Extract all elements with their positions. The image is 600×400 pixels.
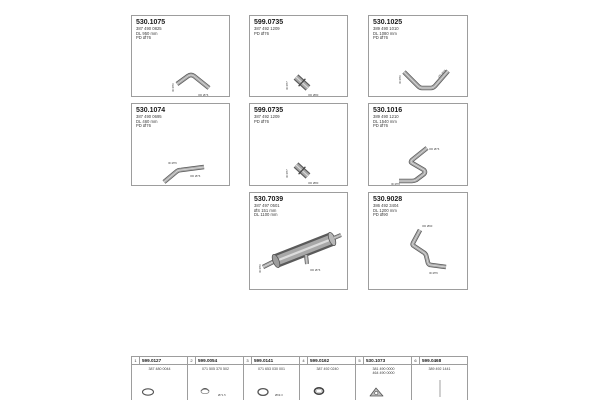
length-spec: DL 950 mm	[136, 30, 158, 36]
diameter-label: OD Ø76	[190, 174, 201, 178]
cell-header	[244, 357, 299, 365]
oem-number: 464 490 0000	[372, 371, 395, 376]
part-card	[249, 103, 348, 186]
part-info	[136, 19, 165, 41]
cell-header	[300, 357, 355, 365]
pipe-diameter-spec: PD Ø76	[254, 30, 269, 36]
part-number: 530.1073	[366, 358, 386, 363]
oem-number: 071 505 370 502	[202, 367, 229, 371]
part-card	[368, 192, 468, 290]
diameter-label: ID Ø76	[391, 182, 400, 186]
item-index: 4	[300, 357, 308, 364]
part-info	[373, 19, 402, 41]
length-spec: DL 1540 mm	[373, 118, 397, 124]
diameter-label: ID Ø76	[171, 83, 175, 92]
length-spec: DL 1100 mm	[254, 212, 278, 218]
pipe-body	[399, 148, 427, 181]
part-number: 599.0054	[198, 358, 218, 363]
oem-number: 387 492 0240	[316, 367, 339, 371]
part-info	[254, 196, 283, 218]
diameter-label: ID Ø76	[398, 75, 402, 84]
diameter-label: ID Ø76	[168, 161, 177, 165]
part-card	[249, 15, 348, 97]
part-number: 599.0468	[422, 358, 442, 363]
diameter-label: Ø69.3	[275, 393, 283, 397]
part-number: 530.1074	[136, 107, 166, 114]
part-card	[368, 15, 468, 97]
item-index: 1	[132, 357, 140, 364]
part-card	[368, 103, 468, 186]
cell-header	[132, 357, 187, 365]
diameter-label: OD Ø76	[436, 68, 447, 79]
flange-hole	[375, 391, 378, 394]
exhaust-pipe	[413, 230, 446, 267]
exhaust-pipe	[177, 75, 209, 88]
cell-header	[356, 357, 411, 365]
length-spec: DL 1080 mm	[373, 30, 397, 36]
diameter-label: OD Ø80	[308, 181, 319, 185]
exhaust-pipe	[399, 148, 427, 181]
oem-number: 387 497 0501	[254, 203, 280, 208]
diameter-label: ID Ø77	[285, 81, 289, 90]
parts-table-cell	[299, 356, 355, 400]
parts-table-cell	[187, 356, 243, 400]
parts-table-cell	[243, 356, 299, 400]
part-number: 530.1025	[373, 19, 403, 26]
oem-number: 071 653 030 001	[258, 367, 285, 371]
cell-header	[412, 357, 467, 365]
outlet-pipe	[334, 235, 341, 238]
ring-icon	[258, 389, 268, 396]
diameter-label: ID Ø77	[285, 169, 289, 178]
silencer-diameter-spec: ØS 151 mm	[254, 207, 277, 213]
diameter-label: OD Ø76	[198, 93, 209, 97]
part-number: 599.0735	[254, 107, 284, 114]
oem-number: 387 490 0695	[136, 114, 162, 119]
diameter-label: OD Ø76	[429, 147, 440, 151]
cell-header	[188, 357, 243, 365]
oem-number: 387 492 1209	[254, 26, 280, 31]
outlet-stub	[306, 255, 307, 264]
pipe-diameter-spec: PD Ø76	[373, 123, 388, 129]
oem-number: 389 492 1441	[428, 367, 451, 371]
length-spec: DL 460 mm	[136, 118, 158, 124]
oem-number: 387 492 1209	[254, 114, 280, 119]
part-info	[254, 19, 283, 36]
oem-number: 387 480 0044	[148, 367, 171, 371]
item-index: 5	[356, 357, 364, 364]
part-card	[131, 103, 230, 186]
diameter-label: ID Ø76	[258, 264, 262, 273]
part-number: 530.7039	[254, 196, 284, 203]
pipe-diameter-spec: PD Ø76	[373, 35, 388, 41]
oem-number: 386 492 3404	[373, 203, 399, 208]
part-number: 599.0127	[142, 358, 162, 363]
ring-icon	[143, 389, 154, 395]
parts-table-cell	[411, 356, 468, 400]
part-number: 530.1016	[373, 107, 403, 114]
part-number: 599.0735	[254, 19, 284, 26]
pipe-highlight	[276, 239, 332, 261]
item-index: 2	[188, 357, 196, 364]
part-card	[249, 192, 348, 290]
part-number: 599.0141	[254, 358, 274, 363]
parts-table-cell	[355, 356, 411, 400]
part-number: 599.0162	[310, 358, 330, 363]
part-number: 530.1075	[136, 19, 166, 26]
silencer-body	[276, 239, 332, 261]
accessory-parts-table	[131, 356, 468, 400]
part-info	[373, 107, 402, 129]
diameter-label: Ø71.5	[218, 393, 226, 397]
pipe-diameter-spec: PD Ø76	[136, 35, 151, 41]
ring-icon	[315, 388, 324, 394]
diameter-label: OD Ø90	[422, 224, 433, 228]
item-index: 3	[244, 357, 252, 364]
part-info	[373, 196, 402, 218]
part-info	[136, 107, 165, 129]
part-card	[131, 15, 230, 97]
oem-number: 389 490 1210	[373, 114, 399, 119]
length-spec: DL 1200 mm	[373, 207, 397, 213]
part-number: 530.9028	[373, 196, 403, 203]
diameter-label: OD Ø80	[308, 93, 319, 97]
item-index: 6	[412, 357, 420, 364]
gasket-ring	[201, 389, 209, 393]
pipe-diameter-spec: PD Ø76	[136, 123, 151, 129]
oem-number: 387 490 0825	[136, 26, 162, 31]
diameter-label: OD Ø76	[310, 268, 321, 272]
diameter-label: ID Ø76	[429, 271, 438, 275]
pipe-diameter-spec: PD Ø90	[373, 212, 388, 218]
part-info	[254, 107, 283, 124]
ring-inner	[316, 389, 321, 392]
pipe-diameter-spec: PD Ø76	[254, 118, 269, 124]
parts-table-cell	[131, 356, 187, 400]
oem-number: 381 490 0000	[372, 367, 395, 371]
oem-number: 389 490 1010	[373, 26, 399, 31]
